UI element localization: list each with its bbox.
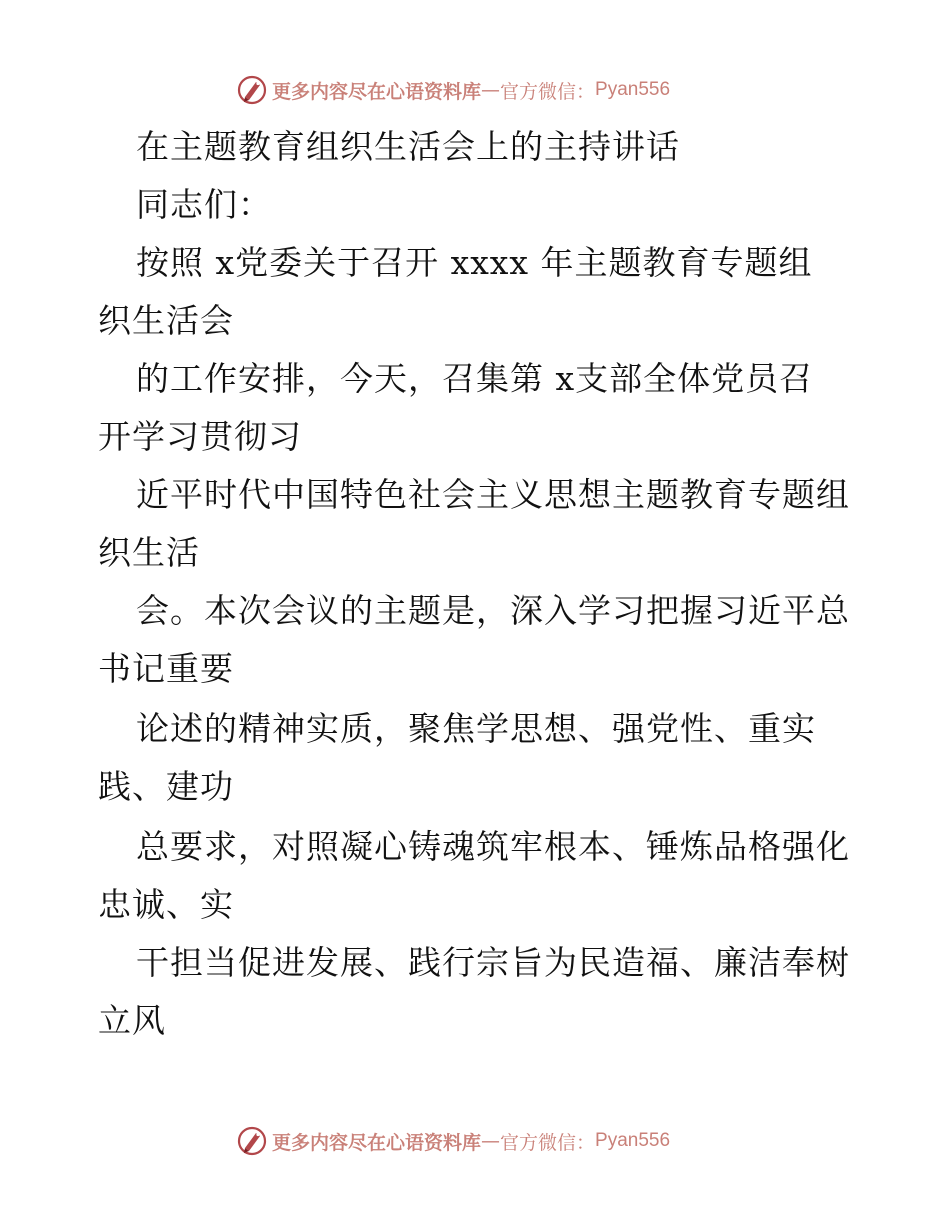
watermark-dash: —	[481, 1130, 501, 1152]
watermark-wechat-id: Pyan556	[595, 1130, 671, 1151]
paragraph-line: 按照 x党委关于召开 xxxx 年主题教育专题组	[136, 243, 813, 282]
watermark-dash: —	[481, 79, 501, 101]
watermark-wechat-id: Pyan556	[595, 79, 671, 100]
paragraph-line: 织生活	[98, 533, 200, 572]
paragraph-line: 会。本次会议的主题是，深入学习把握习近平总	[136, 591, 850, 630]
paragraph-line: 干担当促进发展、践行宗旨为民造福、廉洁奉树	[136, 943, 850, 982]
paragraph-line: 书记重要	[98, 649, 234, 688]
watermark-wechat-label: 官方微信：	[500, 80, 596, 103]
footer-watermark	[236, 1124, 670, 1158]
document-title: 在主题教育组织生活会上的主持讲话	[136, 127, 680, 166]
paragraph-line: 忠诚、实	[98, 885, 234, 924]
paragraph-line: 践、建功	[98, 767, 234, 806]
paragraph-line: 总要求，对照凝心铸魂筑牢根本、锤炼品格强化	[136, 827, 850, 866]
pen-logo-icon	[236, 1125, 268, 1157]
paragraph-line: 的工作安排，今天，召集第 x支部全体党员召	[136, 359, 814, 398]
watermark-text: 更多内容尽在心语资料库	[272, 80, 482, 103]
paragraph-line: 立风	[98, 1001, 166, 1040]
paragraph-line: 近平时代中国特色社会主义思想主题教育专题组	[136, 475, 850, 514]
paragraph-line: 论述的精神实质，聚焦学思想、强党性、重实	[136, 709, 816, 748]
salutation: 同志们：	[136, 185, 272, 224]
paragraph-line: 开学习贯彻习	[98, 417, 302, 456]
pen-logo-icon	[236, 74, 268, 106]
watermark-text: 更多内容尽在心语资料库	[272, 1131, 482, 1154]
watermark-wechat-label: 官方微信：	[500, 1131, 596, 1154]
paragraph-line: 织生活会	[98, 301, 234, 340]
header-watermark	[236, 73, 670, 107]
